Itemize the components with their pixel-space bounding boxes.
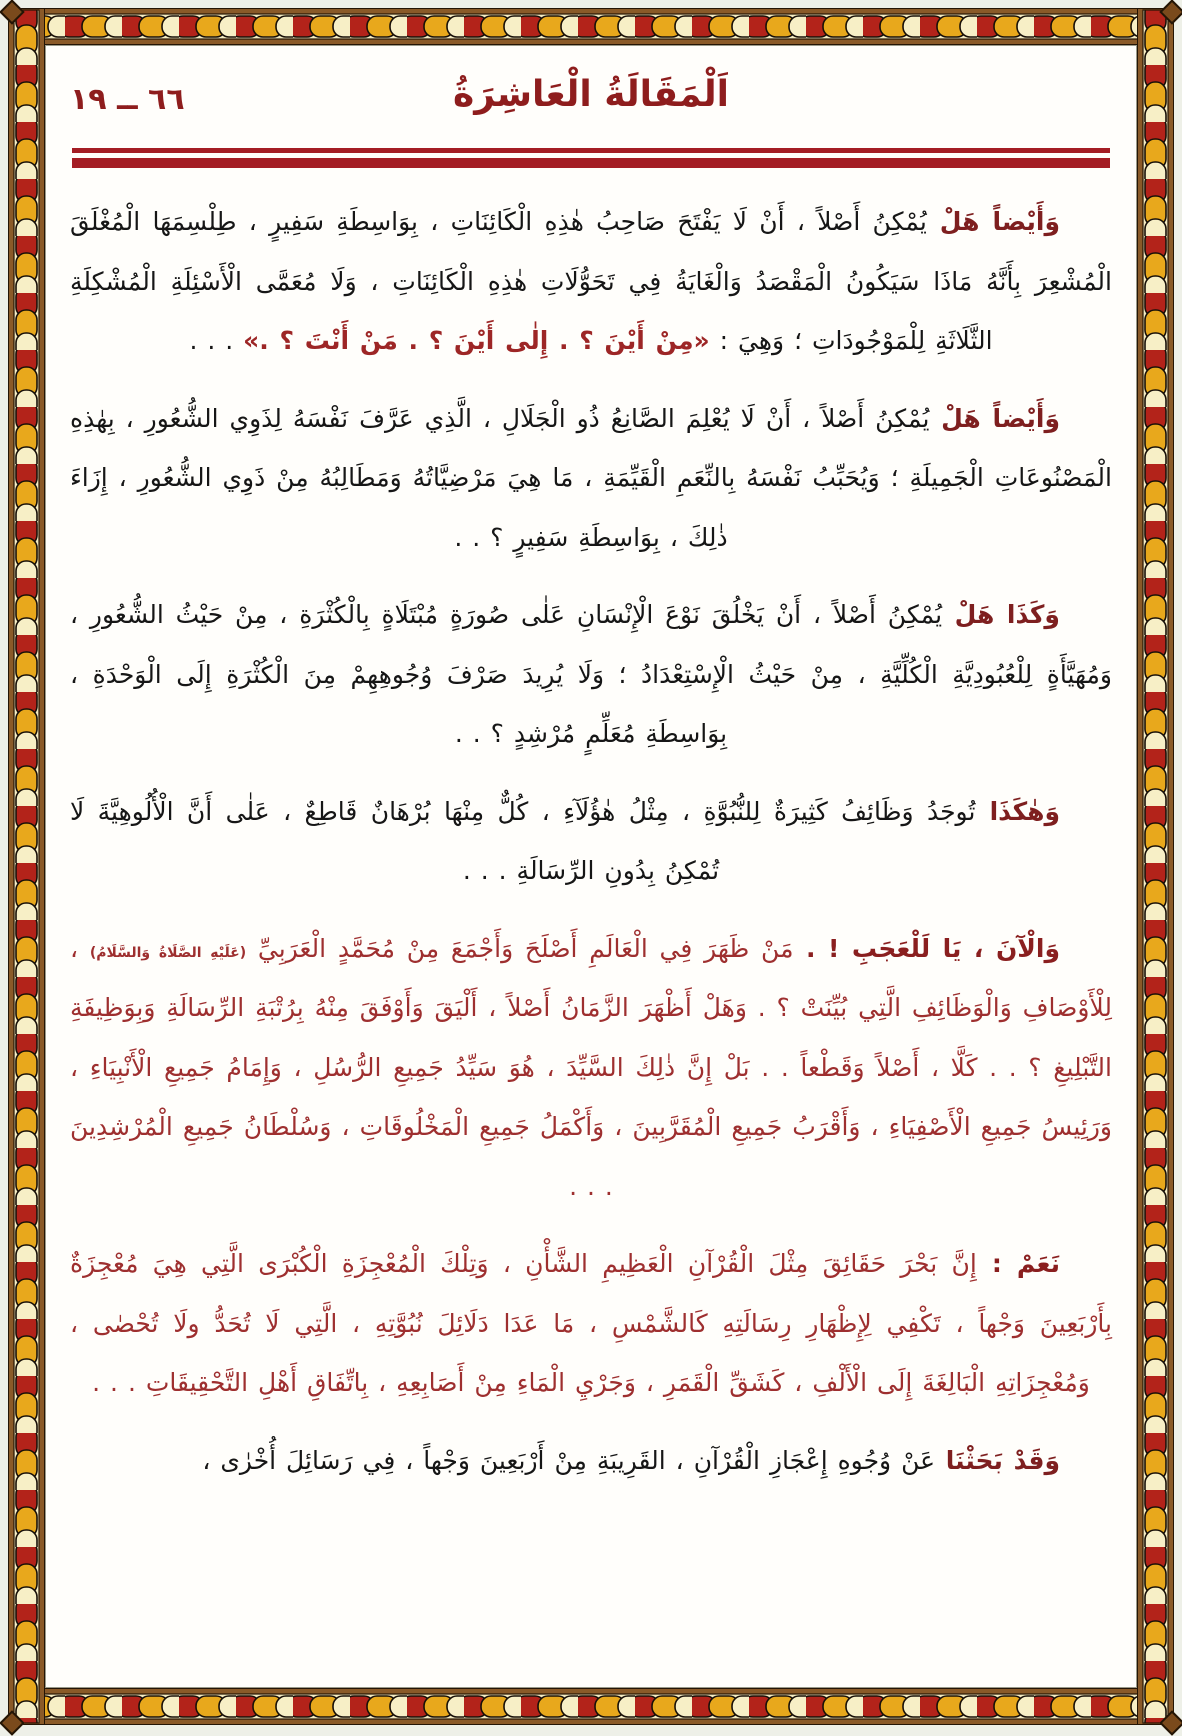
paragraph-lead: وَأَيْضاً هَلْ [929, 403, 1060, 433]
text-segment: . . . [189, 326, 244, 355]
body-text [70, 192, 1112, 1490]
frame-border-bottom [8, 1688, 1174, 1725]
text-segment: يُمْكِنُ أَصْلاً ، أَنْ لَا يُعْلِمَ الصَّانِعُ ذُو الْجَلَالِ ، الَّذِي عَرَّفَ نَفْسَهُ لِذَوِي الشُّعُورِ ، بِهٰذِهِ الْمَصْنُوعَاتِ الْجَمِيلَةِ ؛ وَيُحَبِّبُ نَفْسَهُ بِالنِّعَمِ الْقَيِّمَةِ ، مَا هِيَ مَرْضِيَّاتُهُ وَمَطَالِبُهُ مِنْ ذَوِي الشُّعُورِ ، إِزَاءَ ذٰلِكَ ، بِوَاسِطَةِ سَفِيرٍ ؟ . . [70, 403, 1112, 552]
paragraph [70, 389, 1112, 568]
divider-rule-thin [72, 148, 1110, 153]
paragraph [70, 1431, 1112, 1491]
divider-rule-thick [72, 158, 1110, 168]
text-segment: ، لِلْأَوْصَافِ وَالْوَظَائِفِ الَّتِي بُيِّنَتْ ؟ . وَهَلْ أَظْهَرَ الزَّمَانُ أَصْلاً ، أَلْيَقَ وَأَوْفَقَ مِنْهُ بِرُتْبَةِ الرِّسَالَةِ وَبِوَظِيفَةِ التَّبْلِيغِ ؟ . . كَلَّا ، أَصْلاً وَقَطْعاً . . بَلْ إِنَّ ذٰلِكَ السَّيِّدَ ، هُوَ سَيِّدُ جَمِيعِ الرُّسُلِ ، وَإِمَامُ جَمِيعِ الْأَنْبِيَاءِ ، وَرَئِيسُ جَمِيعِ الْأَصْفِيَاءِ ، وَأَقْرَبُ جَمِيعِ الْمُقَرَّبِينَ ، وَأَكْمَلُ جَمِيعِ الْمَخْلُوقَاتِ ، وَسُلْطَانُ جَمِيعِ الْمُرْشِدِينَ . . . [70, 933, 1112, 1201]
text-segment: يُمْكِنُ أَصْلاً ، أَنْ لَا يَفْتَحَ صَاحِبُ هٰذِهِ الْكَائِنَاتِ ، بِوَاسِطَةِ سَفِيرٍ ، طِلْسِمَهَا الْمُغْلَقَ الْمُشْعِرَ بِأَنَّهُ مَاذَا سَيَكُونُ الْمَقْصَدُ وَالْغَايَةُ فِي تَحَوُّلَاتِ هٰذِهِ الْكَائِنَاتِ ، وَلَا مُعَمَّى الْأَسْئِلَةِ الْمُشْكِلَةِ الثَّلَاثَةِ لِلْمَوْجُودَاتِ ؛ وَهِيَ : [70, 207, 1112, 355]
paragraph [70, 1234, 1112, 1413]
paragraph [70, 585, 1112, 764]
paragraph-lead: نَعَمْ : [976, 1249, 1060, 1278]
text-segment: يُمْكِنُ أَصْلاً ، أَنْ يَخْلُقَ نَوْعَ الْإِنْسَانِ عَلٰى صُورَةٍ مُبْتَلَاةٍ بِالْكُثْرَةِ ، مِنْ حَيْثُ الشُّعُورِ ، وَمُهَيَّأَةٍ لِلْعُبُودِيَّةِ الْكُلِّيَّةِ ، مِنْ حَيْثُ الْإِسْتِعْدَادُ ؛ وَلَا يُرِيدَ صَرْفَ وُجُوهِهِمْ مِنَ الْكُثْرَةِ إِلَى الْوَحْدَةِ ، بِوَاسِطَةِ مُعَلِّمٍ مُرْشِدٍ ؟ . . [70, 600, 1112, 748]
paragraph-lead: وَهٰكَذَا [975, 796, 1060, 826]
text-segment: إِنَّ بَحْرَ حَقَائِقَ مِثْلَ الْقُرْآنِ الْعَظِيمِ الشَّأْنِ ، وَتِلْكَ الْمُعْجِزَةِ الْكُبْرَى الَّتِي هِيَ مُعْجِزَةٌ بِأَرْبَعِينَ وَجْهاً ، تَكْفِي لِإِظْهَارِ رِسَالَتِهِ كَالشَّمْسِ ، مَا عَدَا دَلَائِلَ نُبُوَّتِهِ ، الَّتِي لَا تُحَدُّ ولَا تُحْصٰى ، وَمُعْجِزَاتِهِ الْبَالِغَةَ إِلَى الْأَلْفِ ، كَشَقِّ الْقَمَرِ ، وَجَرْيِ الْمَاءِ مِنْ أَصَابِعِهِ ، بِاتِّفَاقِ أَهْلِ التَّحْقِيقَاتِ . . . [70, 1249, 1112, 1397]
text-segment: تُوجَدُ وَظَائِفُ كَثِيرَةٌ لِلنُّبُوَّةِ ، مِثْلُ هٰؤُلَآءِ ، كُلٌّ مِنْهَا بُرْهَانٌ قَاطِعٌ ، عَلٰى أَنَّ الْأُلُوهِيَّةَ لَا تُمْكِنُ بِدُونِ الرِّسَالَةِ . . . [70, 796, 976, 885]
paragraph-lead: وَكَذَا هَلْ [942, 600, 1060, 629]
text-segment: مَنْ ظَهَرَ فِي الْعَالَمِ أَصْلَحَ وَأَجْمَعَ مِنْ مُحَمَّدٍ الْعَرَبِيِّ [246, 933, 794, 963]
paragraph [70, 919, 1112, 1217]
paragraph [70, 782, 1112, 901]
header-divider-rule [72, 148, 1110, 168]
paragraph-lead: وَقَدْ بَحَثْنَا [935, 1445, 1060, 1475]
paragraph [70, 192, 1112, 371]
paragraph-lead: وَالْآنَ ، يَا لَلْعَجَبِ ! . [793, 933, 1061, 963]
frame-border-left [8, 8, 45, 1725]
page-header [70, 68, 1112, 142]
honorific-cartouche: (عَلَيْهِ الصَّلَاةُ وَالسَّلَامُ) [89, 944, 247, 961]
page-content-area [45, 45, 1137, 1688]
text-segment: عَنْ وُجُوهِ إِعْجَازِ الْقُرْآنِ ، القَرِيبَةِ مِنْ أَرْبَعِينَ وَجْهاً ، فِي رَسَائِلَ أُخْرٰى ، [202, 1445, 936, 1475]
paragraph-lead: وَأَيْضاً هَلْ [926, 207, 1060, 236]
page-title: اَلْمَقَالَةُ الْعَاشِرَةُ [452, 74, 730, 115]
quote-emphasis: «مِنْ أَيْنَ ؟ . إِلٰى أَيْنَ ؟ . مَنْ أَنْتَ ؟ .» [243, 326, 710, 355]
frame-border-right [1137, 8, 1174, 1725]
frame-border-top [8, 8, 1174, 45]
page-number: ٦٦ ــ ١٩ [70, 82, 185, 117]
